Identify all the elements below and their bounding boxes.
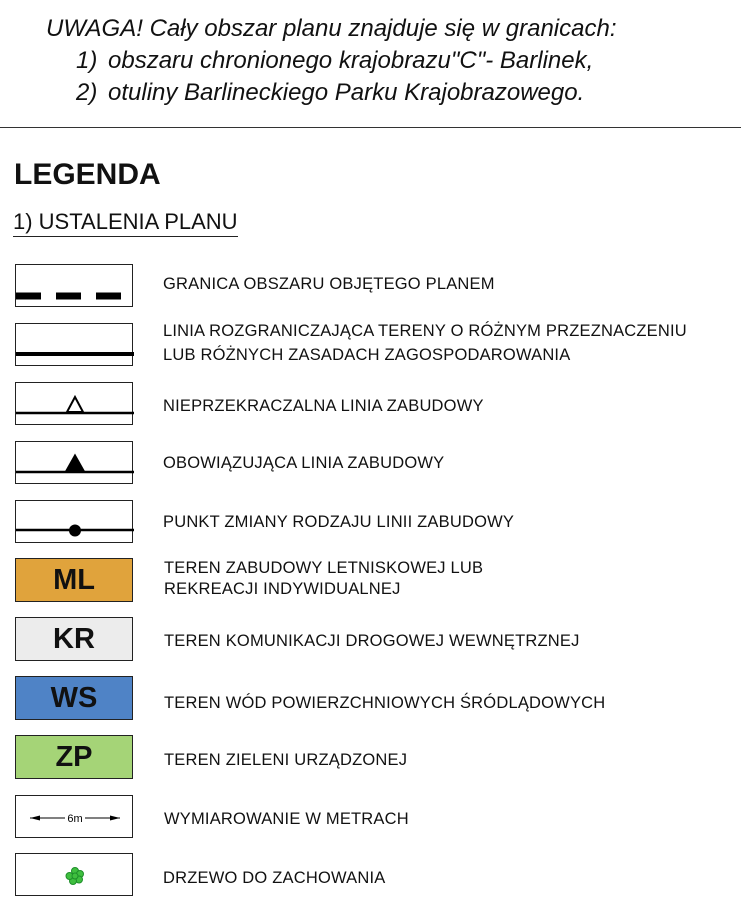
- legend-item-desc: OBOWIĄZUJĄCA LINIA ZABUDOWY: [163, 454, 445, 472]
- zone-zp-symbol: ZP: [15, 735, 133, 779]
- legend-item-desc: PUNKT ZMIANY RODZAJU LINII ZABUDOWY: [163, 513, 515, 531]
- dimension-arrow-icon: [16, 796, 134, 839]
- notice-item-1: obszaru chronionego krajobrazu"C"- Barlinek,: [108, 47, 594, 74]
- legend-item-desc: GRANICA OBSZARU OBJĘTEGO PLANEM: [163, 275, 495, 293]
- dot-line-icon: [16, 501, 134, 544]
- triangle-filled-icon: [16, 442, 134, 485]
- legend-item-desc: TEREN KOMUNIKACJI DROGOWEJ WEWNĘTRZNEJ: [164, 632, 580, 650]
- legend-item-desc: LUB RÓŻNYCH ZASADACH ZAGOSPODAROWANIA: [163, 346, 571, 364]
- notice-panel: [0, 0, 741, 128]
- divider: [0, 127, 741, 128]
- legend-item-desc: TEREN ZIELENI URZĄDZONEJ: [164, 751, 408, 769]
- legend-title: LEGENDA: [14, 158, 161, 191]
- solid-line-icon: [16, 324, 134, 367]
- notice-item-num: 1): [76, 47, 98, 74]
- legend-item-desc: TEREN ZABUDOWY LETNISKOWEJ LUB: [164, 559, 484, 577]
- zone-kr-symbol: KR: [15, 617, 133, 661]
- zone-ml-symbol: ML: [15, 558, 133, 602]
- tree-icon: [16, 854, 134, 897]
- notice-item-2: otuliny Barlineckiego Parku Krajobrazowego.: [108, 79, 585, 106]
- triangle-outline-icon: [16, 383, 134, 426]
- dimension-symbol: [15, 795, 133, 838]
- tree-symbol: [15, 853, 133, 896]
- notice-item-num: 2): [76, 79, 98, 106]
- demarcation-line-symbol: [15, 323, 133, 366]
- zone-ws-symbol: WS: [15, 676, 133, 720]
- change-point-symbol: [15, 500, 133, 543]
- legend-item-desc: LINIA ROZGRANICZAJĄCA TERENY O RÓŻNYM PRZEZNACZENIU: [163, 322, 687, 340]
- legend-item-desc: TEREN WÓD POWIERZCHNIOWYCH ŚRÓDLĄDOWYCH: [164, 694, 606, 712]
- building-line-mandatory-symbol: [15, 441, 133, 484]
- notice-heading: UWAGA! Cały obszar planu znajduje się w granicach:: [46, 15, 617, 42]
- legend-item-desc: NIEPRZEKRACZALNA LINIA ZABUDOWY: [163, 397, 484, 415]
- dashed-line-icon: [16, 265, 134, 308]
- dimension-label: 6m: [67, 813, 83, 825]
- legend-item-desc: REKREACJI INDYWIDUALNEJ: [164, 580, 401, 598]
- section-title: 1) USTALENIA PLANU: [13, 209, 238, 237]
- legend-item-desc: WYMIAROWANIE W METRACH: [164, 810, 409, 828]
- legend-item-desc: DRZEWO DO ZACHOWANIA: [163, 869, 386, 887]
- boundary-line-symbol: [15, 264, 133, 307]
- building-line-max-symbol: [15, 382, 133, 425]
